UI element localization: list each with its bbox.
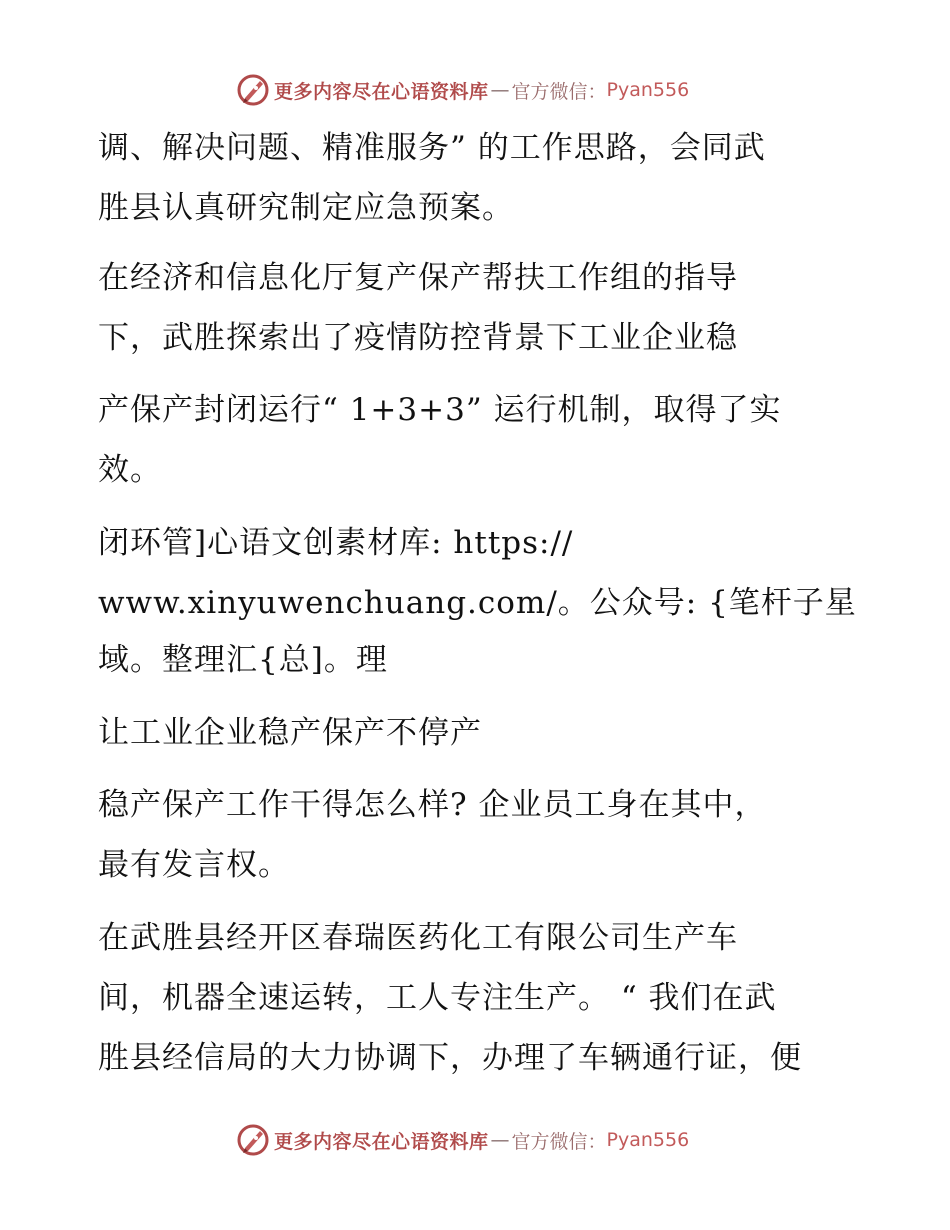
header-label: 更多内容尽在心语资料库 bbox=[274, 80, 489, 103]
text-line: 胜县认真研究制定应急预案。 bbox=[98, 190, 514, 226]
text-line: 下，武胜探索出了疫情防控背景下工业企业稳 bbox=[98, 320, 738, 356]
header-handle: Pyan556 bbox=[606, 79, 690, 101]
pen-logo-icon bbox=[236, 1123, 270, 1157]
text-line: 最有发言权。 bbox=[98, 847, 290, 883]
text-line: 胜县经信局的大力协调下，办理了车辆通行证，便 bbox=[98, 1040, 802, 1076]
text-line: 域。整理汇{总]。理 bbox=[98, 642, 388, 678]
footer-banner bbox=[236, 1120, 716, 1160]
text-line: 稳产保产工作干得怎么样? 企业员工身在其中， bbox=[98, 787, 767, 823]
footer-dash: — bbox=[490, 1129, 510, 1151]
text-line: 让工业企业稳产保产不停产 bbox=[98, 715, 482, 751]
text-line: 调、解决问题、精准服务” 的工作思路，会同武 bbox=[98, 130, 766, 166]
footer-wechat-label: 官方微信： bbox=[511, 1130, 607, 1153]
text-line: 效。 bbox=[98, 452, 162, 488]
header-dash: — bbox=[490, 79, 510, 101]
header-banner bbox=[236, 70, 716, 110]
text-line: 在经济和信息化厅复产保产帮扶工作组的指导 bbox=[98, 260, 738, 296]
text-line: www.xinyuwenchuang.com/。公众号: {笔杆子星 bbox=[98, 585, 857, 621]
text-line: 闭环管]心语文创素材库: https:// bbox=[98, 525, 574, 561]
footer-label: 更多内容尽在心语资料库 bbox=[274, 1130, 489, 1153]
text-line: 产保产封闭运行“ 1+3+3” 运行机制，取得了实 bbox=[98, 392, 782, 428]
text-line: 间，机器全速运转，工人专注生产。 “ 我们在武 bbox=[98, 980, 777, 1016]
text-line: 在武胜县经开区春瑞医药化工有限公司生产车 bbox=[98, 920, 738, 956]
pen-logo-icon bbox=[236, 73, 270, 107]
footer-handle: Pyan556 bbox=[606, 1129, 690, 1151]
header-wechat-label: 官方微信： bbox=[511, 80, 607, 103]
